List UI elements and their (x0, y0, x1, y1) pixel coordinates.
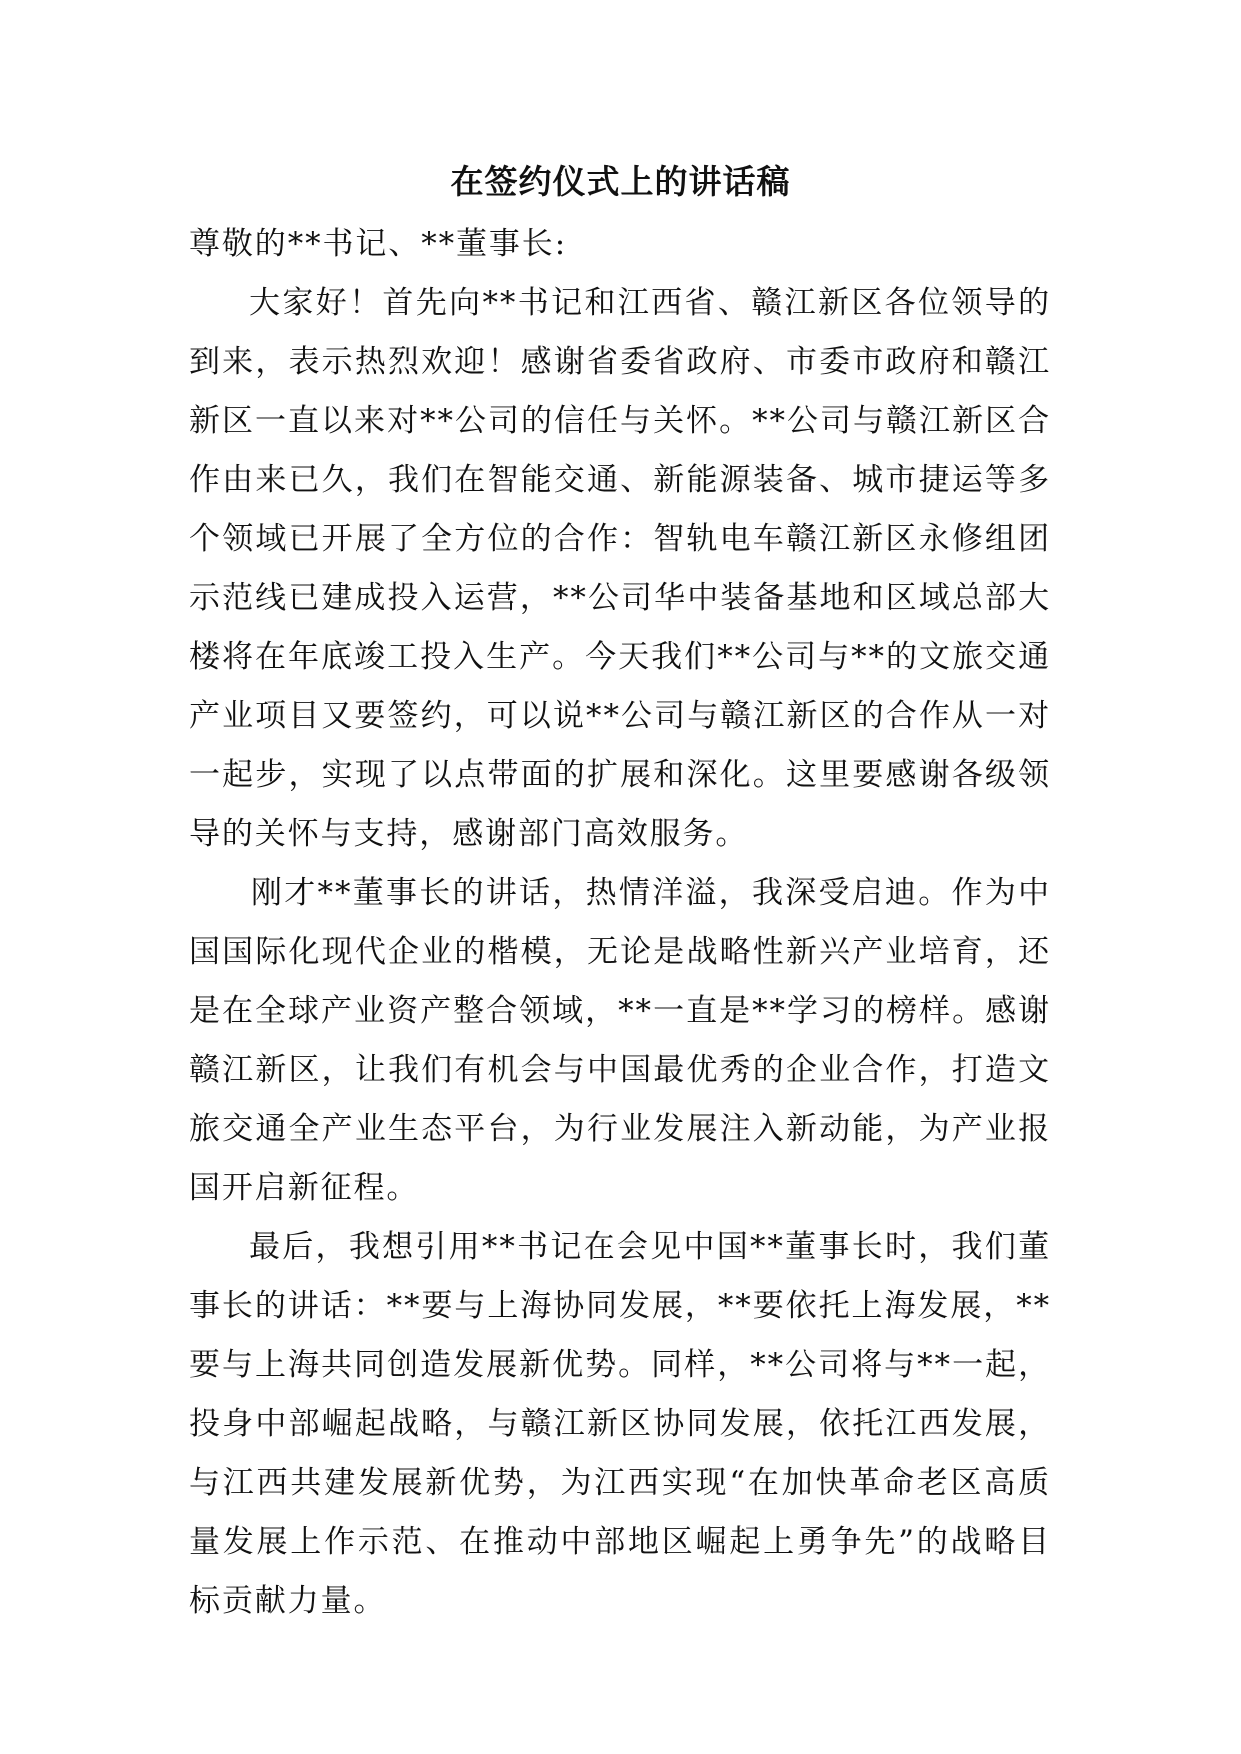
paragraph-closing: 最后，我想引用**书记在会见中国**董事长时，我们董事长的讲话：**要与上海协同发展，**要依托上海发展，**要与上海共同创造发展新优势。同样，**公司将与**一起，投身中部崛起战略，与赣江新区协同发展，依托江西发展，与江西共建发展新优势，为江西实现“在加快革命老区高质量发展上作示范、在推动中部地区崛起上勇争先”的战略目标贡献力量。 (189, 1229, 1051, 1619)
document-title: 在签约仪式上的讲话稿 (450, 162, 791, 201)
paragraph-response: 刚才**董事长的讲话，热情洋溢，我深受启迪。作为中国国际化现代企业的楷模，无论是战略性新兴产业培育，还是在全球产业资产整合领域，**一直是**学习的榜样。感谢赣江新区，让我们有机会与中国最优秀的企业合作，打造文旅交通全产业生态平台，为行业发展注入新动能，为产业报国开启新征程。 (189, 875, 1051, 1206)
paragraph-welcome: 大家好！首先向**书记和江西省、赣江新区各位领导的到来，表示热烈欢迎！感谢省委省政府、市委市政府和赣江新区一直以来对**公司的信任与关怀。**公司与赣江新区合作由来已久，我们在智能交通、新能源装备、城市捷运等多个领域已开展了全方位的合作：智轨电车赣江新区永修组团示范线已建成投入运营，**公司华中装备基地和区域总部大楼将在年底竣工投入生产。今天我们**公司与**的文旅交通产业项目又要签约，可以说**公司与赣江新区的合作从一对一起步，实现了以点带面的扩展和深化。这里要感谢各级领导的关怀与支持，感谢部门高效服务。 (189, 285, 1051, 852)
document-body (189, 215, 1051, 1631)
salutation: 尊敬的**书记、**董事长: (189, 226, 568, 262)
